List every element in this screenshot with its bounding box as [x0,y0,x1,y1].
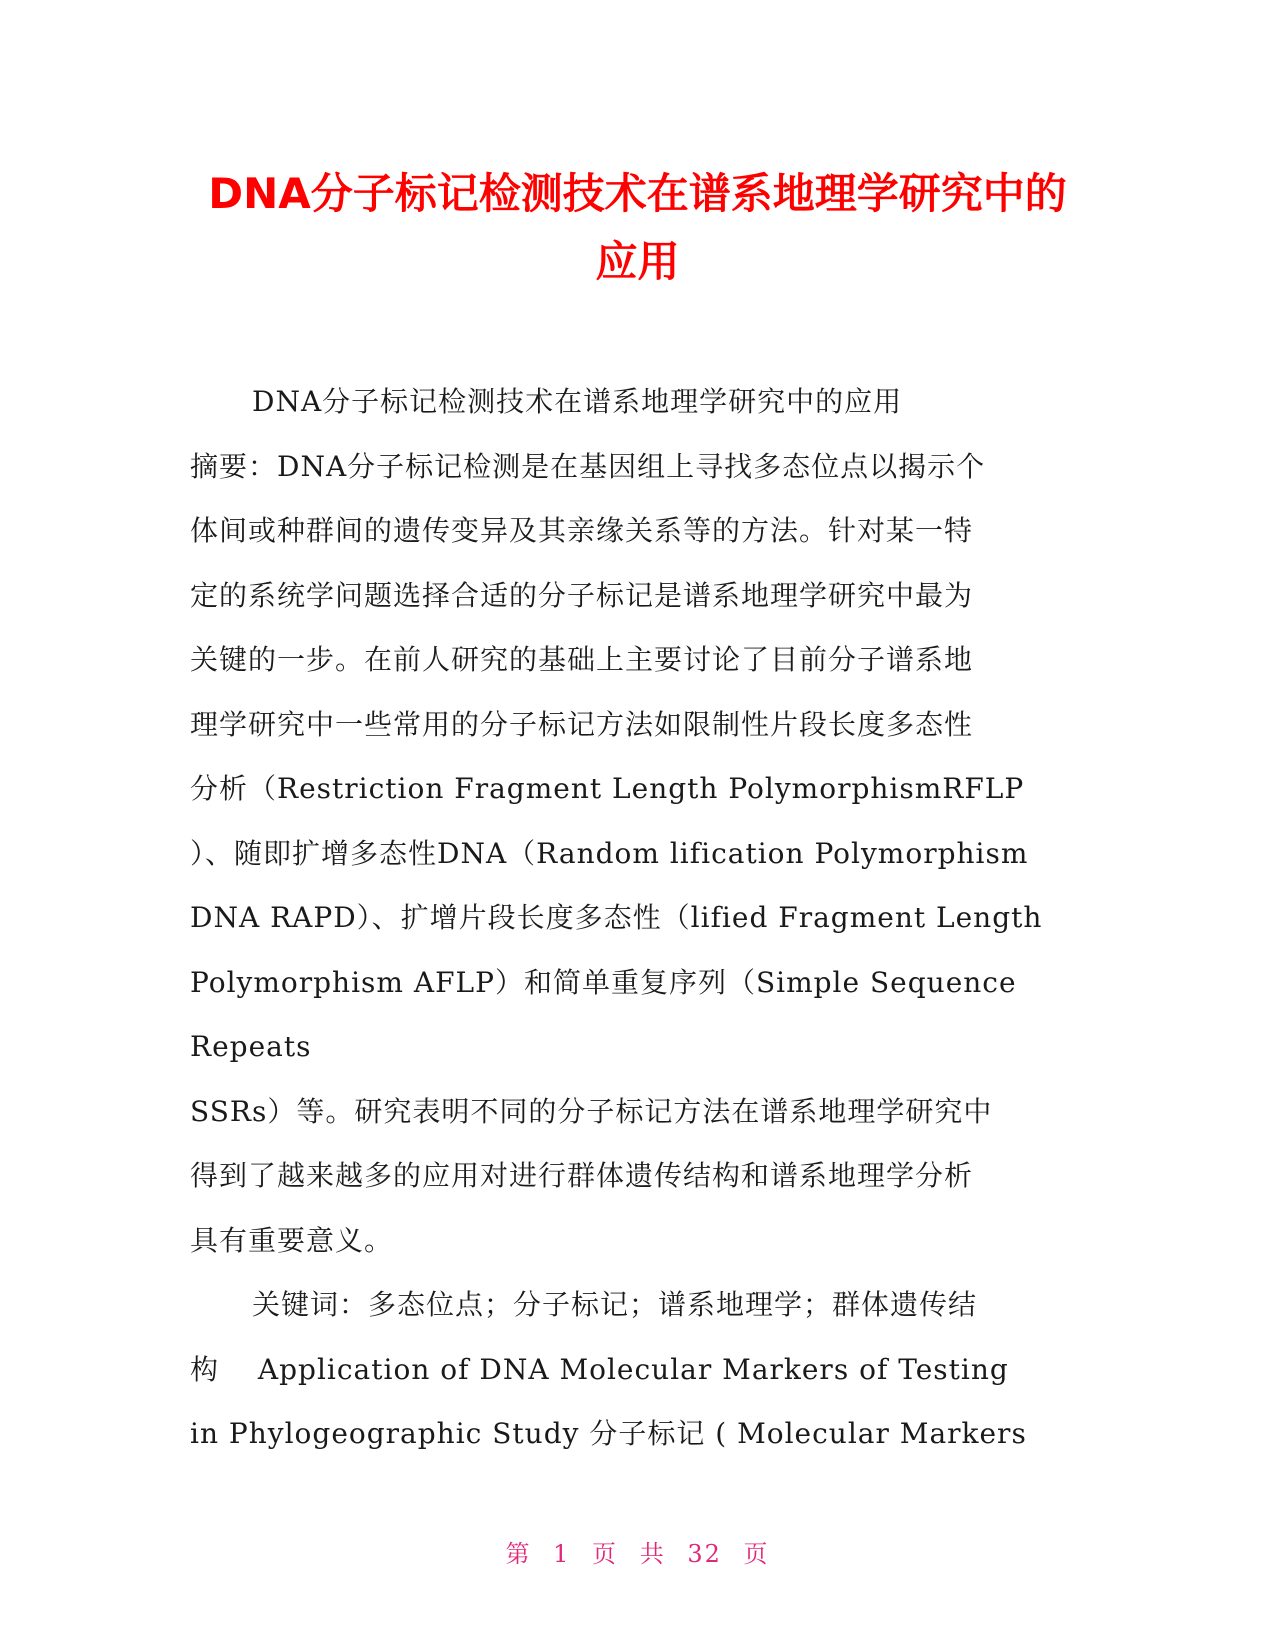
body-line: 关键的一步。在前人研究的基础上主要讨论了目前分子谱系地 [190,643,974,676]
title-line-2: 应用 [595,237,680,286]
body-line: 理学研究中一些常用的分子标记方法如限制性片段长度多态性 [190,707,974,741]
footer-total-prefix: 共 [639,1540,666,1568]
body-line: 分析（Restriction Fragment Length PolymorphismRFLP [190,772,1025,805]
body-line: 体间或种群间的遗传变异及其亲缘关系等的方法。针对某一特 [190,514,974,547]
body-line: ）、随即扩增多态性DNA（Random lification Polymorphism [190,836,1029,870]
body-line: DNA分子标记检测技术在谱系地理学研究中的应用 [252,385,903,418]
body-line: 具有重要意义。 [190,1223,394,1257]
body-line: Repeats [190,1030,312,1063]
footer-suffix: 页 [743,1540,770,1568]
body-line: SSRs）等。研究表明不同的分子标记方法在谱系地理学研究中 [190,1094,993,1128]
footer-total-pages: 32 [687,1540,722,1568]
body-line: in Phylogeographic Study 分子标记 ( Molecular Markers [190,1417,1027,1450]
keywords-line: 关键词：多态位点；分子标记；谱系地理学；群体遗传结 [252,1288,978,1321]
page-number-footer [0,1534,1275,1569]
document-title [170,160,1105,296]
footer-prefix: 第 [505,1540,532,1568]
document-body [190,370,1090,1467]
footer-page-label: 页 [592,1540,619,1568]
body-line: 定的系统学问题选择合适的分子标记是谱系地理学研究中最为 [190,578,974,612]
title-line-1: DNA分子标记检测技术在谱系地理学研究中的 [208,169,1067,218]
body-line: 构 Application of DNA Molecular Markers of Testing [190,1352,1009,1386]
footer-current-page: 1 [553,1540,571,1568]
body-line: DNA RAPD）、扩增片段长度多态性（lified Fragment Length [190,901,1043,934]
body-line: 得到了越来越多的应用对进行群体遗传结构和谱系地理学分析 [190,1159,974,1192]
body-line: Polymorphism AFLP）和简单重复序列（Simple Sequence [190,965,1017,999]
body-line: 摘要：DNA分子标记检测是在基因组上寻找多态位点以揭示个 [190,449,986,483]
